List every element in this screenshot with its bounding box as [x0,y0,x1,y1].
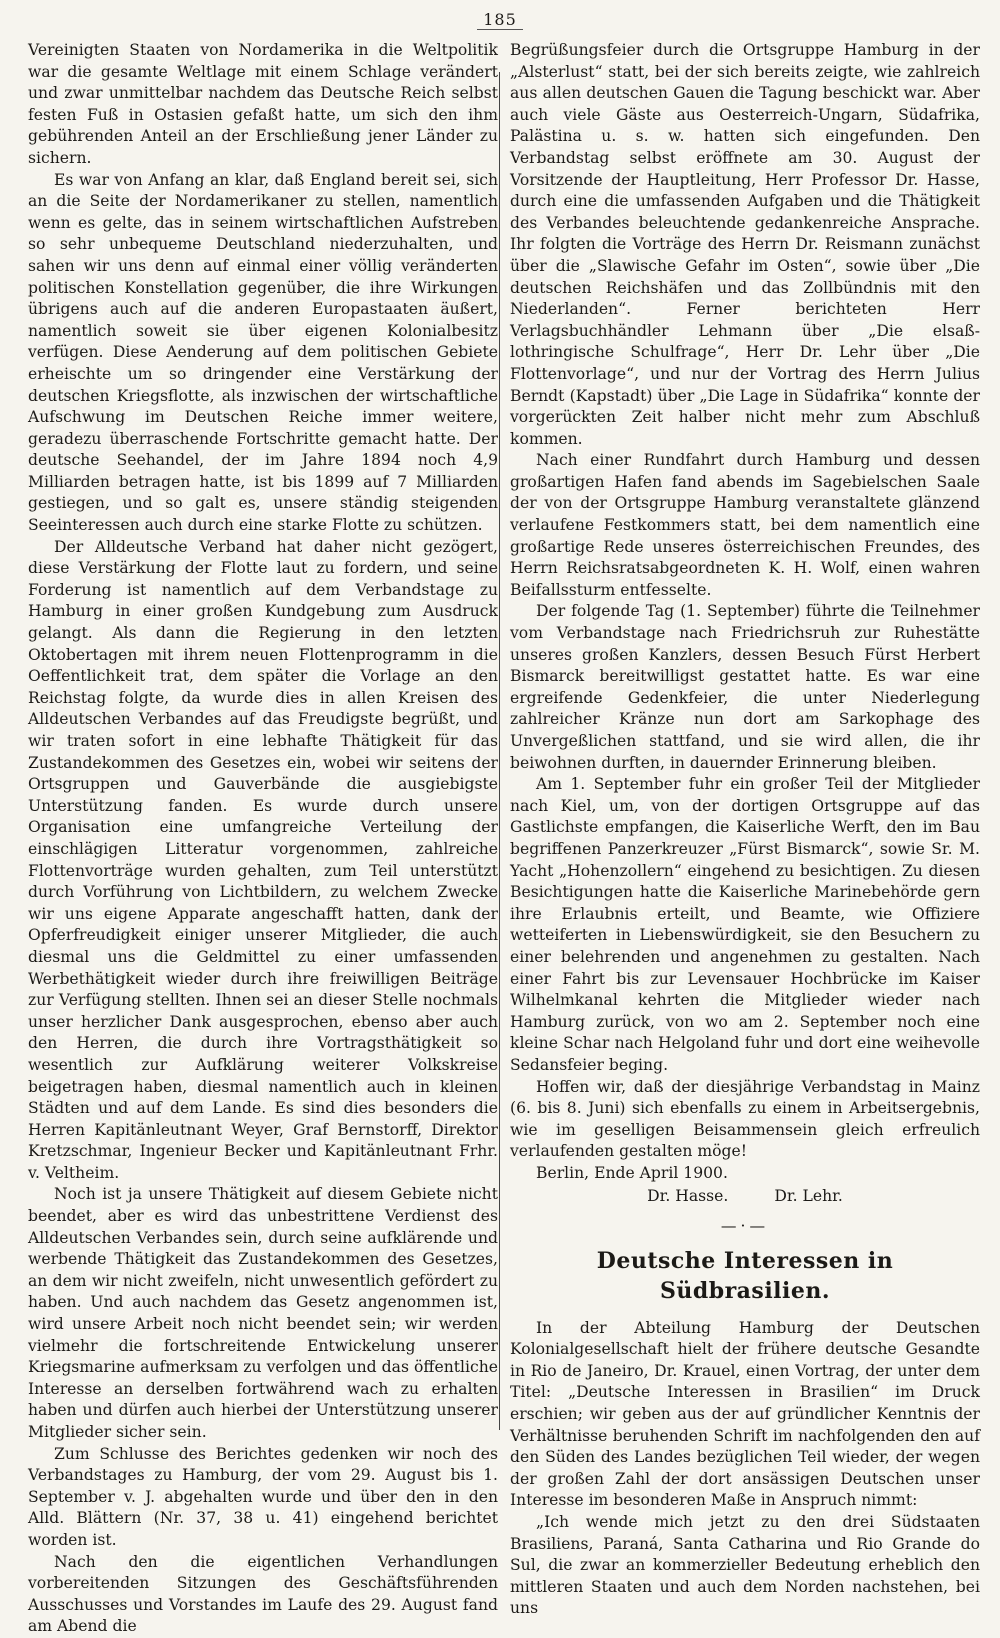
signature: Dr. Hasse. [647,1187,729,1206]
paragraph: In der Abteilung Hamburg der Deutschen Kolonialgesellschaft hielt der frühere deutsche Gesandte in Rio de Janeiro, Dr. Krauel, einen Vortrag, der unter dem Titel: „Deutsche Interessen in Brasilien“ im Druck erschien; wir geben aus der auf gründlicher Kenntnis der Verhältnisse beruhenden Schrift im nachfolgenden den auf den Süden des Landes bezüglichen Teil wieder, der wegen der großen Zahl der dort ansässigen Deutschen unser Interesse im besonderen Maße in Anspruch nimmt: [510,1318,980,1510]
page-number [0,10,1000,29]
signatures [510,1186,980,1208]
article-title: Deutsche Interessen in Südbrasilien. [596,1247,894,1304]
paragraph: Der Alldeutsche Verband hat daher nicht gezögert, diese Verstärkung der Flotte laut zu fordern, und seine Forderung ist namentlich auf dem Verbandstage zu Hamburg in einer großen Kundgebung zum Ausdruck gelangt. Als dann die Regierung in den letzten Oktobertagen mit ihrem neuen Flottenprogramm in die Oeffentlichkeit trat, dem später die Vorlage an den Reichstag folgte, da wurde dies in allen Kreisen des Alldeutschen Verbandes auf das Freudigste begrüßt, und wir traten sofort in eine lebhafte Thätigkeit für das Zustandekommen des Gesetzes ein, wobei wir seitens der Ortsgruppen und Gauverbände die ausgiebigste Unterstützung fanden. Es wurde durch unsere Organisation eine umfangreiche Verteilung der einschlägigen Litteratur vorgenommen, zahlreiche Flottenvorträge wurden gehalten, zum Teil unterstützt durch Vorführung von Lichtbildern, zu welchem Zwecke wir uns eigene Apparate angeschafft hatten, dank der Opferfreudigkeit einiger unserer Mitglieder, die auch diesmal uns die Geldmittel zu einer umfassenden Werbethätigkeit wieder durch ihre freiwilligen Beiträge zur Verfügung stellten. Ihnen sei an dieser Stelle nochmals unser herzlicher Dank ausgesprochen, ebenso aber auch den Herren, die durch ihre Vortragsthätigkeit so wesentlich zur Aufklärung weiterer Volkskreise beigetragen haben, diesmal namentlich auch in kleinen Städten und auf dem Lande. Es sind dies besonders die Herren Kapitänleutnant Weyer, Graf Bernstorff, Direktor Kretzschmar, Ingenieur Becker und Kapitänleutnant Frhr. v. Veltheim. [28,537,498,1182]
page-number-text: 185 [477,10,523,30]
paragraph: Begrüßungsfeier durch die Ortsgruppe Hamburg in der „Alsterlust“ statt, bei der sich bereits zeigte, wie zahlreich aus allen deutschen Gauen die Tagung beschickt war. Aber auch viele Gäste aus Oesterreich-Ungarn, Südafrika, Palästina u. s. w. hatten sich eingefunden. Den Verbandstag selbst eröffnete am 30. August der Vorsitzende der Hauptleitung, Herr Professor Dr. Hasse, durch eine die umfassenden Aufgaben und die Thätigkeit des Verbandes beleuchtende gedankenreiche Ansprache. Ihr folgten die Vorträge des Herrn Dr. Reismann zunächst über die „Slawische Gefahr im Osten“, sowie über „Die deutschen Reichshäfen und das Zollbündnis mit den Niederlanden“. Ferner berichteten Herr Verlagsbuchhändler Lehmann über „Die elsaß-lothringische Schulfrage“, Herr Dr. Lehr über „Die Flottenvorlage“, und nur der Vortrag des Herrn Julius Berndt (Kapstadt) über „Die Lage in Südafrika“ konnte der vorgerückten Zeit halber nicht mehr zum Abschluß kommen. [510,41,980,448]
paragraph: Zum Schlusse des Berichtes gedenken wir noch des Verbandstages zu Hamburg, der vom 29. August bis 1. September v. J. abgehalten wurde und über den in den Alld. Blättern (Nr. 37, 38 u. 41) eingehend berichtet worden ist. [28,1444,498,1549]
paragraph: Der folgende Tag (1. September) führte die Teilnehmer vom Verbandstage nach Friedrichsruh zur Ruhestätte unseres großen Kanzlers, dessen Besuch Fürst Herbert Bismarck bereitwilligst gestattet hatte. Es war eine ergreifende Gedenkfeier, die unter Niederlegung zahlreicher Kränze nun dort am Sarkophage des Unvergeßlichen stattfand, und sie wird allen, die ihr beiwohnen durften, in dauernder Erinnerung bleiben. [510,602,980,772]
paragraph: Nach den die eigentlichen Verhandlungen vorbereitenden Sitzungen des Geschäftsführenden Ausschusses und Vorstandes im Laufe des 29. August fand am Abend die [28,1552,498,1636]
signature: Dr. Lehr. [774,1187,843,1206]
right-column [510,40,980,1618]
paragraph: Nach einer Rundfahrt durch Hamburg und dessen großartigen Hafen fand abends im Sagebielschen Saale der von der Ortsgruppe Hamburg veranstaltete glänzend verlaufene Festkommers statt, bei dem namentlich eine großartige Rede unseres österreichischen Freundes, des Herrn Reichsratsabgeordneten K. H. Wolf, einen wahren Beifallssturm entfesselte. [510,451,980,599]
section-separator: —·— [720,1217,770,1236]
paragraph: Noch ist ja unsere Thätigkeit auf diesem Gebiete nicht beendet, aber es wird das unbestrittene Verdienst des Alldeutschen Verbandes sein, durch seine aufklärende und werbende Thätigkeit das Zustandekommen des Gesetzes, an dem wir nicht zweifeln, nicht unwesentlich gefördert zu haben. Und auch nachdem das Gesetz angenommen ist, wird unsere Arbeit noch nicht beendet sein; wir werden vielmehr die fortschreitende Entwickelung unserer Kriegsmarine aufmerksam zu verfolgen und das öffentliche Interesse an derselben fortwährend wach zu erhalten haben und dürfen auch hierbei der Unterstützung unserer Mitglieder sicher sein. [28,1185,498,1441]
paragraph: Hoffen wir, daß der diesjährige Verbandstag in Mainz (6. bis 8. Juni) sich ebenfalls zu einem in Arbeitsergebnis, wie im geselligen Beisammensein gleich erfreulich verlaufenden gestalten möge! [510,1077,980,1161]
paragraph: Vereinigten Staaten von Nordamerika in die Weltpolitik war die gesamte Weltlage mit einem Schlage verändert und zwar unmittelbar nachdem das Deutsche Reich selbst festen Fuß in Ostasien gefaßt hatte, um sich den ihm gebührenden Anteil an der Erschließung jener Länder zu sichern. [28,41,498,167]
dateline: Berlin, Ende April 1900. [536,1163,728,1182]
left-column [28,40,498,1636]
paragraph: Am 1. September fuhr ein großer Teil der Mitglieder nach Kiel, um, von der dortigen Ortsgruppe auf das Gastlichste empfangen, die Kaiserliche Werft, den im Bau begriffenen Panzerkreuzer „Fürst Bismarck“, sowie Sr. M. Yacht „Hohenzollern“ eingehend zu besichtigen. Zu diesen Besichtigungen hatte die Kaiserliche Marinebehörde gern ihre Erlaubnis erteilt, und Beamte, wie Offiziere wetteiferten in Liebenswürdigkeit, sie den Besuchern zu einer belehrenden und angenehmen zu gestalten. Nach einer Fahrt bis zur Levensauer Hochbrücke im Kaiser Wilhelmkanal kehrten die Mitglieder wieder nach Hamburg zurück, von wo am 2. September noch eine kleine Schar nach Helgoland fuhr und dort eine weihevolle Sedansfeier beging. [510,775,980,1074]
column-divider [499,72,500,1430]
paragraph: Es war von Anfang an klar, daß England bereit sei, sich an die Seite der Nordamerikaner zu stellen, namentlich wenn es gelte, das in seinem wirtschaftlichen Aufstreben so sehr unbequeme Deutschland niederzuhalten, und sahen wir uns denn auf einmal einer völlig veränderten politischen Konstellation gegenüber, die ihre Wirkungen übrigens auch auf die anderen Europastaaten äußert, namentlich soweit sie über eigenen Kolonialbesitz verfügen. Diese Aenderung auf dem politischen Gebiete erheischte um so dringender eine Verstärkung der deutschen Kriegsflotte, als inzwischen der wirtschaftliche Aufschwung im Deutschen Reiche immer weitere, geradezu überraschende Fortschritte gemacht hatte. Der deutsche Seehandel, der im Jahre 1894 noch 4,9 Milliarden betragen hatte, ist bis 1899 auf 7 Milliarden gestiegen, und so galt es, unsere ständig steigenden Seeinteressen auch durch eine starke Flotte zu schützen. [28,170,498,535]
paragraph: „Ich wende mich jetzt zu den drei Südstaaten Brasiliens, Paraná, Santa Catharina und Rio Grande do Sul, die zwar an kommerzieller Bedeutung erheblich den mittleren Staaten und auch dem Norden nachstehen, bei uns [510,1513,980,1618]
